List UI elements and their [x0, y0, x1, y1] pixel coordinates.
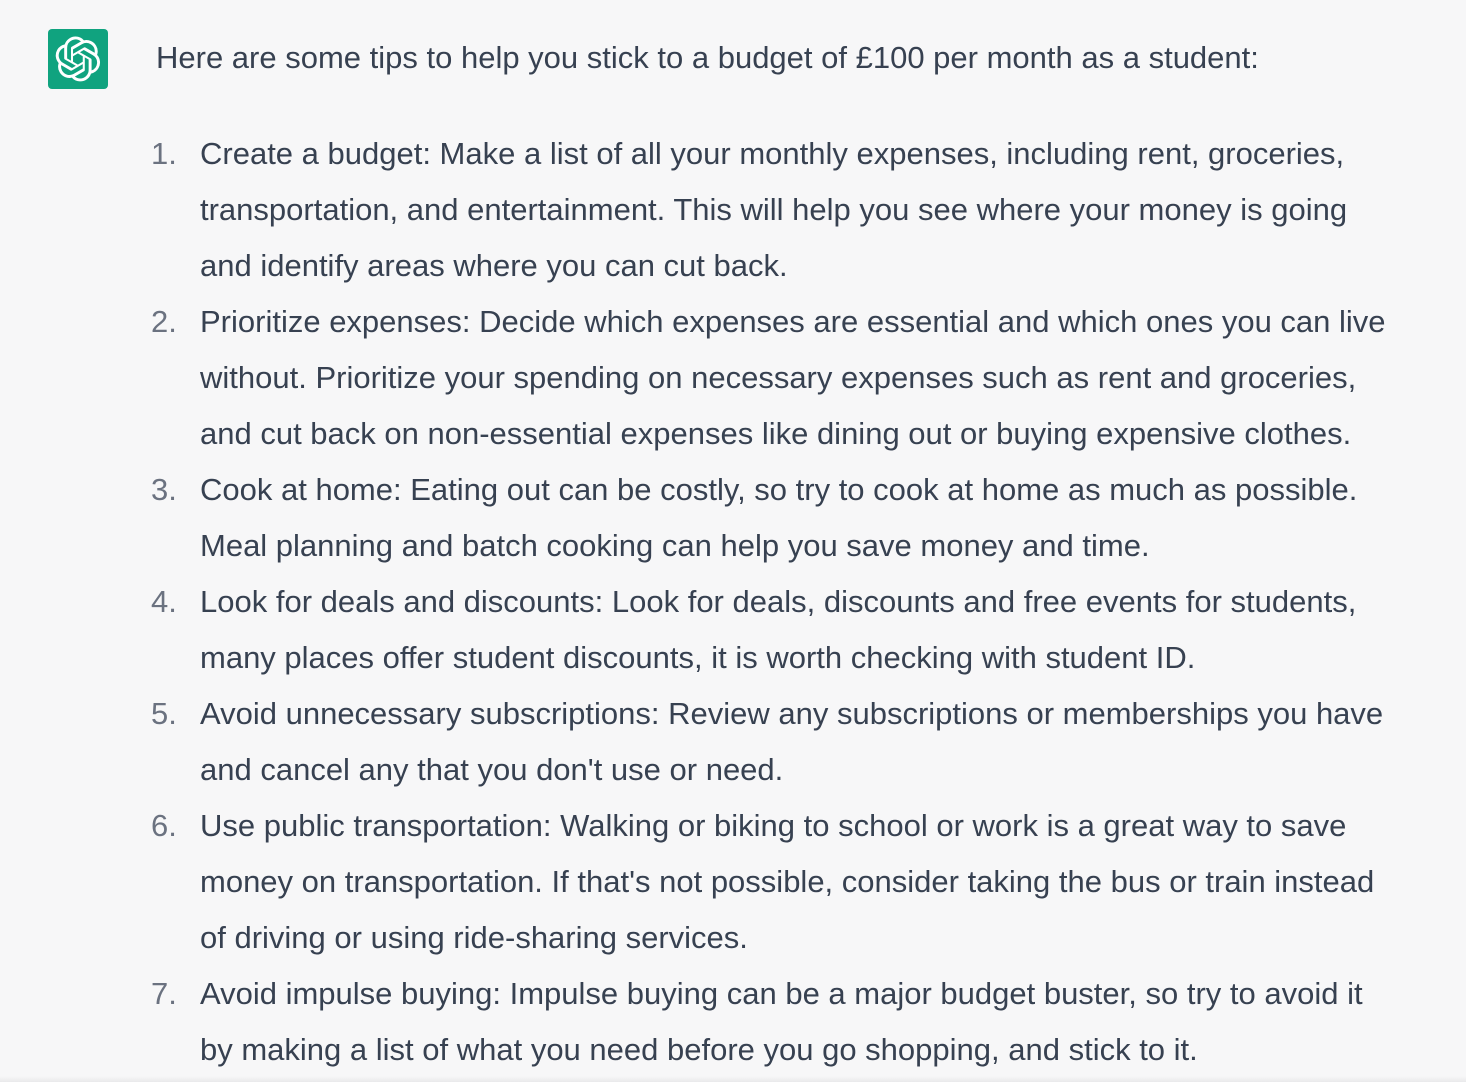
tips-list: [151, 126, 1456, 1078]
scroll-edge: [0, 1076, 1466, 1082]
list-item-line: many places offer student discounts, it is worth checking with student ID.: [200, 640, 1196, 675]
list-item: [151, 798, 1456, 966]
list-number: 4.: [151, 584, 177, 619]
list-item-line: Prioritize expenses: Decide which expenses are essential and which ones you can live: [200, 304, 1386, 339]
list-item-line: by making a list of what you need before you go shopping, and stick to it.: [200, 1032, 1198, 1067]
list-number: 5.: [151, 696, 177, 731]
list-item: [151, 462, 1456, 574]
list-item-line: Use public transportation: Walking or biking to school or work is a great way to save: [200, 808, 1347, 843]
list-item-line: and identify areas where you can cut back.: [200, 248, 788, 283]
list-number: 7.: [151, 976, 177, 1011]
list-item: [151, 966, 1456, 1078]
openai-logo-icon: [55, 36, 101, 82]
intro-text: Here are some tips to help you stick to a budget of £100 per month as a student:: [156, 40, 1259, 75]
list-item-line: Cook at home: Eating out can be costly, so try to cook at home as much as possible.: [200, 472, 1358, 507]
list-item-line: without. Prioritize your spending on necessary expenses such as rent and groceries,: [200, 360, 1357, 395]
list-number: 2.: [151, 304, 177, 339]
list-item: [151, 574, 1456, 686]
list-item-line: Meal planning and batch cooking can help you save money and time.: [200, 528, 1150, 563]
list-item-line: transportation, and entertainment. This will help you see where your money is going: [200, 192, 1348, 227]
list-item: [151, 686, 1456, 798]
list-item-line: Look for deals and discounts: Look for deals, discounts and free events for students,: [200, 584, 1357, 619]
list-item-line: Create a budget: Make a list of all your monthly expenses, including rent, groceries,: [200, 136, 1345, 171]
list-number: 3.: [151, 472, 177, 507]
list-item-line: Avoid unnecessary subscriptions: Review any subscriptions or memberships you have: [200, 696, 1384, 731]
list-item-line: Avoid impulse buying: Impulse buying can be a major budget buster, so try to avoid it: [200, 976, 1363, 1011]
list-item: [151, 126, 1456, 294]
list-item-line: of driving or using ride-sharing services.: [200, 920, 748, 955]
assistant-avatar: [48, 29, 108, 89]
list-item: [151, 294, 1456, 462]
list-number: 6.: [151, 808, 177, 843]
list-item-line: and cancel any that you don't use or need.: [200, 752, 784, 787]
list-number: 1.: [151, 136, 177, 171]
list-item-line: and cut back on non-essential expenses like dining out or buying expensive clothes.: [200, 416, 1352, 451]
list-item-line: money on transportation. If that's not possible, consider taking the bus or train instead: [200, 864, 1375, 899]
